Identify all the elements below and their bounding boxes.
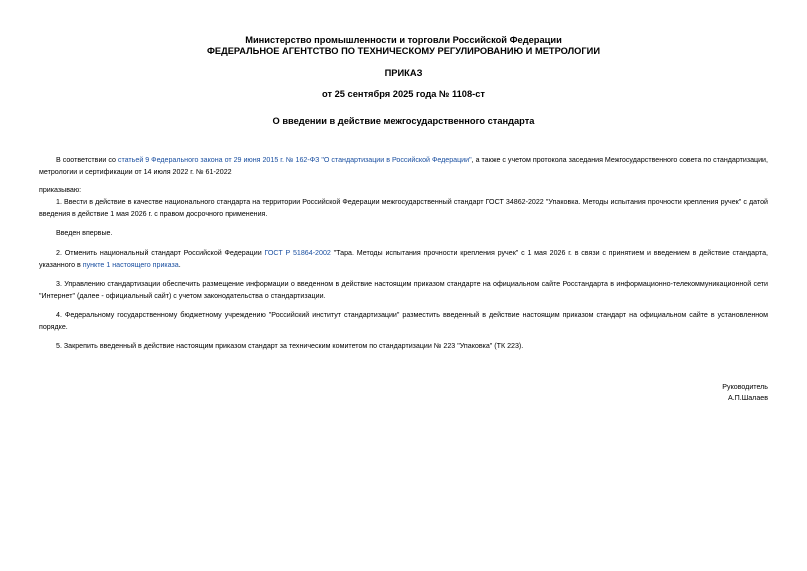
document-type: ПРИКАЗ [384, 68, 423, 78]
preamble-paragraph [39, 154, 768, 178]
first-time-note: Введен впервые. [56, 229, 113, 237]
item-2-middle: "Тара. Методы испытания прочности крепления ручек" с 1 мая 2026 г. в связи с принятием и введением в действие стандарта, указанного в [39, 249, 768, 269]
agency-heading: ФЕДЕРАЛЬНОЕ АГЕНТСТВО ПО ТЕХНИЧЕСКОМУ РЕГУЛИРОВАНИЮ И МЕТРОЛОГИИ [206, 46, 601, 56]
preamble-suffix: , а также с учетом протокола заседания Межгосударственного совета по стандартизации, метрологии и сертификации от 14 июля 2022 г. № 61-2022 [39, 156, 768, 176]
item-2-prefix: 2. Отменить национальный стандарт Российской Федерации [56, 249, 265, 257]
date-number: от 25 сентября 2025 года № 1108-ст [322, 89, 485, 99]
gost-link[interactable]: ГОСТ Р 51864-2002 [264, 249, 331, 257]
item-4-paragraph: 4. Федеральному государственному бюджетному учреждению "Российский институт стандартизации" разместить введенный в действие настоящим приказом стандарт на официальном сайте в установленном порядке. [39, 311, 768, 331]
order-word: приказываю: [39, 186, 82, 194]
preamble-prefix: В соответствии со [56, 156, 118, 164]
item-2-suffix: . [178, 261, 181, 269]
ministry-heading: Министерство промышленности и торговли Российской Федерации [245, 35, 562, 45]
document-title: О введении в действие межгосударственного стандарта [272, 116, 535, 126]
federal-law-link[interactable]: статьей 9 Федерального закона от 29 июня 2015 г. № 162-ФЗ "О стандартизации в Российской Федерации" [117, 156, 472, 164]
signature-name: А.П.Шалаев [727, 394, 768, 402]
item-5-paragraph: 5. Закрепить введенный в действие настоящим приказом стандарт за техническим комитетом по стандартизации № 223 "Упаковка" (ТК 223). [56, 342, 524, 350]
signature-position: Руководитель [722, 383, 768, 391]
item-2-paragraph [39, 247, 768, 271]
item-3-paragraph: 3. Управлению стандартизации обеспечить размещение информации о введенном в действие настоящим приказом стандарте на официальном сайте Росстандарта в информационно-телекоммуникационной сети "Интернет" (далее - официальный сайт) с учетом законодательства о стандартизации. [39, 280, 768, 300]
item-1-paragraph: 1. Ввести в действие в качестве национального стандарта на территории Российской Федерации межгосударственный стандарт ГОСТ 34862-2022 "Упаковка. Методы испытания прочности крепления ручек" с датой введения в действие 1 мая 2026 г. с правом досрочного применения. [39, 198, 768, 218]
item-1-reference-link[interactable]: пункте 1 настоящего приказа [82, 261, 179, 269]
